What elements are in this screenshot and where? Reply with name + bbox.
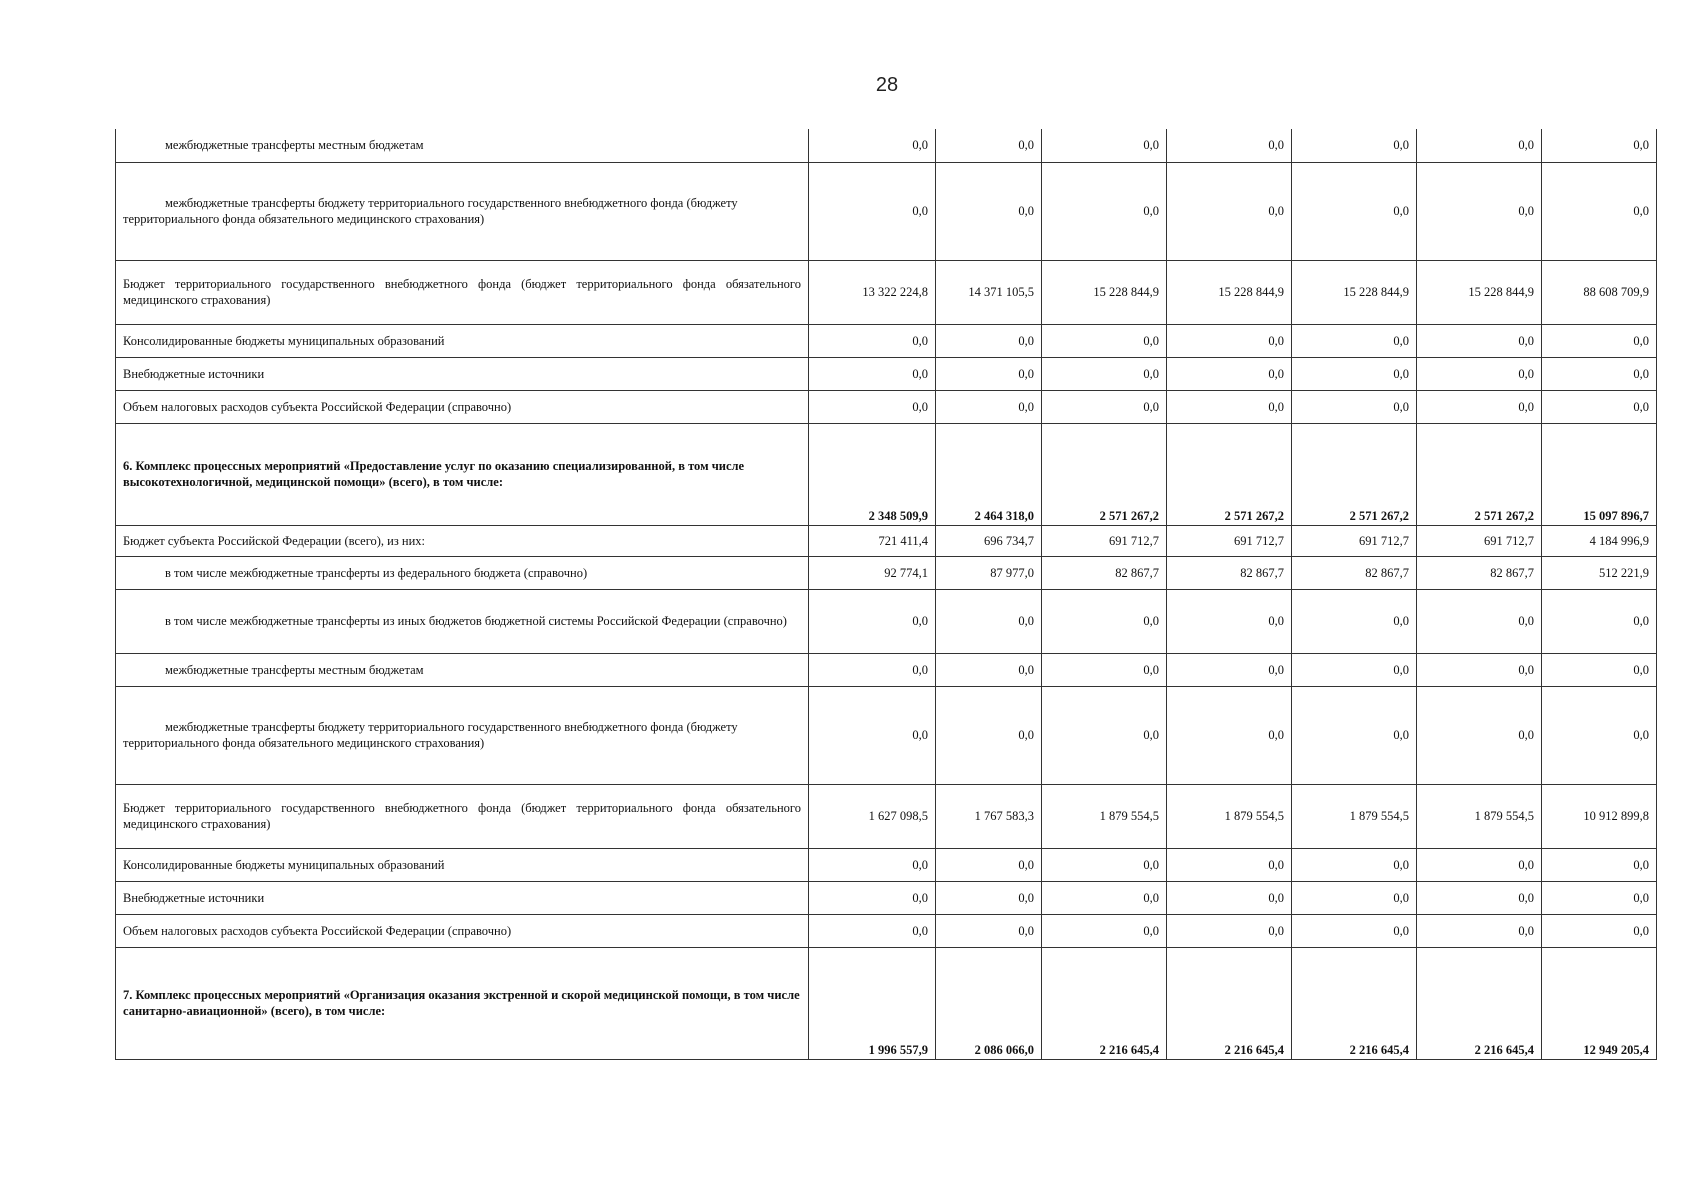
value-total: 512 221,9 — [1542, 556, 1657, 589]
row-label — [116, 324, 809, 357]
value-2028: 82 867,7 — [1167, 556, 1292, 589]
value-2027: 0,0 — [1042, 589, 1167, 653]
value-2028: 0,0 — [1167, 129, 1292, 162]
row-label — [116, 653, 809, 686]
value-2027: 0,0 — [1042, 881, 1167, 914]
value-2027: 0,0 — [1042, 390, 1167, 423]
value-total: 0,0 — [1542, 653, 1657, 686]
value-total: 0,0 — [1542, 324, 1657, 357]
value-2028: 0,0 — [1167, 881, 1292, 914]
row-label-text: Внебюджетные источники — [123, 890, 265, 905]
row-label-text: Бюджет территориального государственного внебюджетного фонда (бюджет территориального фонда обязательного медицинского страхования) — [123, 801, 801, 831]
row-label — [116, 423, 809, 525]
value-2025: 0,0 — [809, 653, 936, 686]
value-2028: 2 216 645,4 — [1167, 947, 1292, 1059]
row-label — [116, 784, 809, 848]
value-2028: 0,0 — [1167, 686, 1292, 784]
table-row — [116, 525, 1657, 556]
value-2030: 0,0 — [1417, 881, 1542, 914]
value-2029: 691 712,7 — [1292, 525, 1417, 556]
row-label — [116, 589, 809, 653]
value-2029: 0,0 — [1292, 686, 1417, 784]
value-2025: 0,0 — [809, 324, 936, 357]
value-2030: 0,0 — [1417, 653, 1542, 686]
value-total: 88 608 709,9 — [1542, 260, 1657, 324]
value-total: 0,0 — [1542, 129, 1657, 162]
row-label-text: 6. Комплекс процессных мероприятий «Предоставление услуг по оказанию специализированной, в том числе высокотехнологичной, медицинской помощи» (всего), в том числе: — [123, 459, 745, 489]
value-2029: 0,0 — [1292, 390, 1417, 423]
row-label — [116, 260, 809, 324]
row-label — [116, 357, 809, 390]
value-2029: 0,0 — [1292, 881, 1417, 914]
value-2026: 0,0 — [936, 848, 1042, 881]
row-label-text: межбюджетные трансферты бюджету территориального государственного внебюджетного фонда (бюджету территориального фонда обязательного медицинского страхования) — [123, 720, 738, 750]
row-label-text: межбюджетные трансферты местным бюджетам — [165, 138, 424, 153]
value-2030: 2 216 645,4 — [1417, 947, 1542, 1059]
value-2028: 0,0 — [1167, 390, 1292, 423]
value-2025: 1 627 098,5 — [809, 784, 936, 848]
value-total: 0,0 — [1542, 686, 1657, 784]
value-2025: 0,0 — [809, 357, 936, 390]
value-2025: 2 348 509,9 — [809, 423, 936, 525]
budget-table — [115, 129, 1657, 1060]
value-2030: 0,0 — [1417, 848, 1542, 881]
value-2027: 0,0 — [1042, 324, 1167, 357]
value-2028: 0,0 — [1167, 324, 1292, 357]
value-2029: 0,0 — [1292, 324, 1417, 357]
value-2025: 0,0 — [809, 914, 936, 947]
value-2027: 0,0 — [1042, 653, 1167, 686]
value-total: 12 949 205,4 — [1542, 947, 1657, 1059]
value-2026: 0,0 — [936, 914, 1042, 947]
value-2025: 721 411,4 — [809, 525, 936, 556]
row-label — [116, 162, 809, 260]
row-label-text: Консолидированные бюджеты муниципальных образований — [123, 333, 445, 348]
value-2030: 0,0 — [1417, 357, 1542, 390]
table-row — [116, 260, 1657, 324]
row-label-text: Бюджет территориального государственного внебюджетного фонда (бюджет территориального фонда обязательного медицинского страхования) — [123, 277, 801, 307]
value-total: 0,0 — [1542, 881, 1657, 914]
value-2026: 0,0 — [936, 881, 1042, 914]
row-label-text: Объем налоговых расходов субъекта Российской Федерации (справочно) — [123, 399, 512, 414]
value-2030: 0,0 — [1417, 129, 1542, 162]
value-2030: 2 571 267,2 — [1417, 423, 1542, 525]
value-2030: 0,0 — [1417, 914, 1542, 947]
value-2025: 0,0 — [809, 589, 936, 653]
value-2027: 82 867,7 — [1042, 556, 1167, 589]
value-2025: 0,0 — [809, 686, 936, 784]
value-2026: 0,0 — [936, 653, 1042, 686]
value-2029: 0,0 — [1292, 848, 1417, 881]
table-row — [116, 589, 1657, 653]
value-2025: 1 996 557,9 — [809, 947, 936, 1059]
value-2028: 1 879 554,5 — [1167, 784, 1292, 848]
value-2026: 2 464 318,0 — [936, 423, 1042, 525]
value-2028: 691 712,7 — [1167, 525, 1292, 556]
row-label-text: 7. Комплекс процессных мероприятий «Организация оказания экстренной и скорой медицинской помощи, в том числе санитарно-авиационной» (всего), в том числе: — [123, 988, 800, 1018]
value-2029: 1 879 554,5 — [1292, 784, 1417, 848]
table-body — [116, 129, 1657, 1059]
table-row — [116, 686, 1657, 784]
row-label-text: межбюджетные трансферты местным бюджетам — [165, 662, 424, 677]
value-2028: 0,0 — [1167, 589, 1292, 653]
section-row — [116, 423, 1657, 525]
table-row — [116, 324, 1657, 357]
value-2029: 0,0 — [1292, 589, 1417, 653]
value-2027: 0,0 — [1042, 162, 1167, 260]
table-row — [116, 390, 1657, 423]
value-2025: 0,0 — [809, 848, 936, 881]
row-label — [116, 525, 809, 556]
table-row — [116, 357, 1657, 390]
row-label-text: Внебюджетные источники — [123, 366, 265, 381]
value-total: 0,0 — [1542, 589, 1657, 653]
row-label-text: в том числе межбюджетные трансферты из федерального бюджета (справочно) — [165, 565, 588, 580]
value-2027: 0,0 — [1042, 129, 1167, 162]
value-2026: 0,0 — [936, 357, 1042, 390]
value-2026: 696 734,7 — [936, 525, 1042, 556]
row-label-text: Консолидированные бюджеты муниципальных образований — [123, 857, 445, 872]
value-2030: 0,0 — [1417, 390, 1542, 423]
value-2025: 13 322 224,8 — [809, 260, 936, 324]
value-2026: 1 767 583,3 — [936, 784, 1042, 848]
value-2026: 0,0 — [936, 390, 1042, 423]
value-2027: 1 879 554,5 — [1042, 784, 1167, 848]
value-2025: 0,0 — [809, 129, 936, 162]
row-label — [116, 881, 809, 914]
value-2027: 0,0 — [1042, 357, 1167, 390]
value-2028: 0,0 — [1167, 653, 1292, 686]
row-label-text: Объем налоговых расходов субъекта Российской Федерации (справочно) — [123, 923, 512, 938]
row-label — [116, 914, 809, 947]
value-total: 0,0 — [1542, 357, 1657, 390]
value-2027: 0,0 — [1042, 686, 1167, 784]
value-2029: 82 867,7 — [1292, 556, 1417, 589]
row-label — [116, 686, 809, 784]
value-2026: 0,0 — [936, 686, 1042, 784]
value-2030: 0,0 — [1417, 324, 1542, 357]
row-label — [116, 947, 809, 1059]
value-2027: 0,0 — [1042, 914, 1167, 947]
value-2027: 2 216 645,4 — [1042, 947, 1167, 1059]
row-label — [116, 129, 809, 162]
value-2026: 87 977,0 — [936, 556, 1042, 589]
value-total: 0,0 — [1542, 162, 1657, 260]
row-label — [116, 848, 809, 881]
row-label-text: в том числе межбюджетные трансферты из иных бюджетов бюджетной системы Российской Федерации (справочно) — [165, 614, 787, 628]
table-row — [116, 784, 1657, 848]
value-total: 15 097 896,7 — [1542, 423, 1657, 525]
value-2029: 0,0 — [1292, 357, 1417, 390]
page-number: 28 — [875, 74, 899, 96]
value-2030: 82 867,7 — [1417, 556, 1542, 589]
value-2028: 0,0 — [1167, 914, 1292, 947]
value-total: 0,0 — [1542, 848, 1657, 881]
value-2030: 15 228 844,9 — [1417, 260, 1542, 324]
value-2026: 0,0 — [936, 324, 1042, 357]
table-row — [116, 129, 1657, 162]
value-2025: 0,0 — [809, 390, 936, 423]
value-total: 0,0 — [1542, 914, 1657, 947]
value-2026: 0,0 — [936, 129, 1042, 162]
table-row — [116, 653, 1657, 686]
value-2026: 14 371 105,5 — [936, 260, 1042, 324]
value-2025: 0,0 — [809, 162, 936, 260]
value-2029: 0,0 — [1292, 914, 1417, 947]
row-label — [116, 556, 809, 589]
value-2026: 0,0 — [936, 589, 1042, 653]
value-2029: 0,0 — [1292, 653, 1417, 686]
value-2028: 15 228 844,9 — [1167, 260, 1292, 324]
value-2027: 0,0 — [1042, 848, 1167, 881]
value-2027: 2 571 267,2 — [1042, 423, 1167, 525]
value-total: 10 912 899,8 — [1542, 784, 1657, 848]
value-2029: 2 571 267,2 — [1292, 423, 1417, 525]
value-total: 4 184 996,9 — [1542, 525, 1657, 556]
row-label — [116, 390, 809, 423]
value-2030: 1 879 554,5 — [1417, 784, 1542, 848]
value-2029: 0,0 — [1292, 162, 1417, 260]
section-row — [116, 947, 1657, 1059]
table-row — [116, 914, 1657, 947]
row-label-text: Бюджет субъекта Российской Федерации (всего), из них: — [123, 533, 426, 548]
value-2028: 2 571 267,2 — [1167, 423, 1292, 525]
value-2026: 0,0 — [936, 162, 1042, 260]
value-2026: 2 086 066,0 — [936, 947, 1042, 1059]
value-total: 0,0 — [1542, 390, 1657, 423]
value-2025: 92 774,1 — [809, 556, 936, 589]
value-2030: 0,0 — [1417, 589, 1542, 653]
value-2027: 15 228 844,9 — [1042, 260, 1167, 324]
value-2030: 691 712,7 — [1417, 525, 1542, 556]
table-row — [116, 848, 1657, 881]
value-2027: 691 712,7 — [1042, 525, 1167, 556]
value-2028: 0,0 — [1167, 357, 1292, 390]
value-2025: 0,0 — [809, 881, 936, 914]
value-2028: 0,0 — [1167, 162, 1292, 260]
row-label-text: межбюджетные трансферты бюджету территориального государственного внебюджетного фонда (бюджету территориального фонда обязательного медицинского страхования) — [123, 196, 738, 226]
table-row — [116, 881, 1657, 914]
value-2028: 0,0 — [1167, 848, 1292, 881]
value-2029: 2 216 645,4 — [1292, 947, 1417, 1059]
value-2029: 15 228 844,9 — [1292, 260, 1417, 324]
value-2030: 0,0 — [1417, 162, 1542, 260]
value-2029: 0,0 — [1292, 129, 1417, 162]
table-row — [116, 162, 1657, 260]
table-row — [116, 556, 1657, 589]
value-2030: 0,0 — [1417, 686, 1542, 784]
